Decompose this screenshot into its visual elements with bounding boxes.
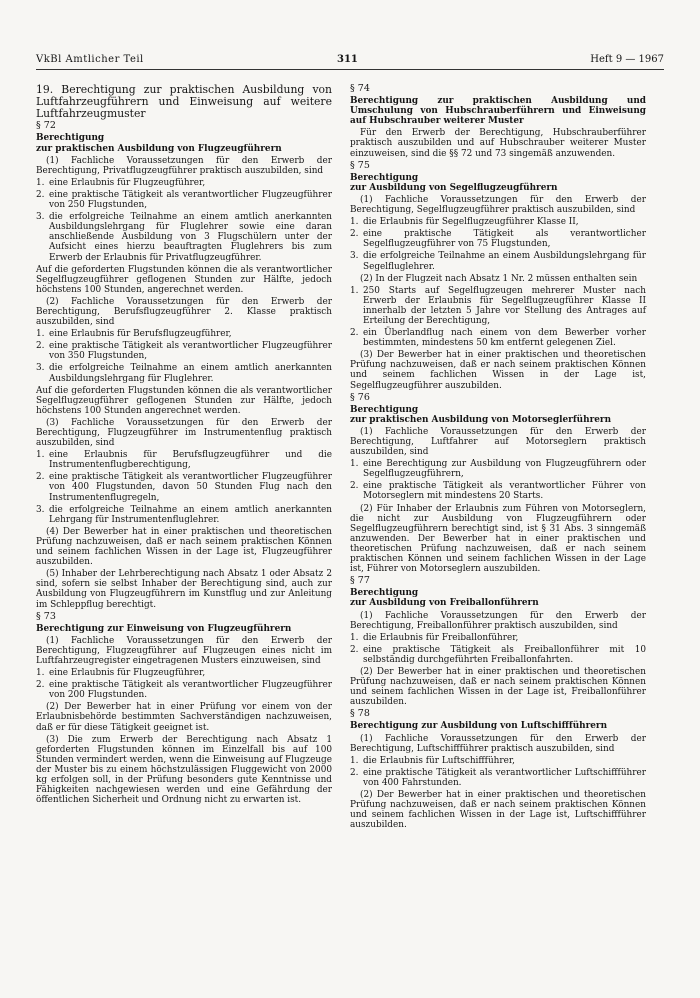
section-74 — [350, 84, 646, 159]
list-text: eine praktische Tätigkeit als Freiballonführer mit 10 selbständig durchgeführten Freiballonfahrten. — [363, 644, 646, 665]
numbered-list — [350, 633, 646, 665]
paragraph: (1) Fachliche Voraussetzungen für den Erwerb der Berechtigung, Freiballonführer praktisch auszubilden, sind — [350, 610, 646, 631]
list-number: 1. — [36, 668, 45, 679]
section-heading-line: Berechtigung — [350, 588, 419, 599]
section-heading-line: zur praktischen Ausbildung von Flugzeugführern — [36, 143, 282, 154]
paragraph: Auf die geforderten Flugstunden können die als verantwortlicher Segelflugzeugführer geflogenen Stunden zur Hälfte, jedoch höchstens 100 Stunden angerechnet werden. — [36, 385, 332, 416]
list-text: eine Erlaubnis für Berufsflugzeugführer und die Instrumentenflugberechtigung, — [49, 450, 332, 471]
section-78 — [350, 709, 646, 830]
paragraph: (2) Fachliche Voraussetzungen für den Erwerb der Berechtigung, Berufsflugzeugführer 2. Klasse praktisch auszubilden, sind — [36, 296, 332, 328]
list-number: 2. — [36, 680, 45, 691]
list-item — [36, 450, 332, 470]
list-item — [350, 645, 646, 665]
paragraph: Auf die geforderten Flugstunden können die als verantwortlicher Segelflugzeugführer geflogenen Stunden zur Hälfte, jedoch höchstens 100 Stunden, angerechnet werden. — [36, 264, 332, 295]
numbered-list — [350, 286, 646, 349]
numbered-list — [36, 450, 332, 525]
list-item — [36, 178, 332, 188]
list-number: 3. — [350, 251, 359, 262]
section-73 — [36, 612, 332, 806]
list-item — [350, 286, 646, 326]
paragraph: (1) Fachliche Voraussetzungen für den Erwerb der Berechtigung, Privatflugzeugführer praktisch auszubilden, sind — [36, 155, 332, 176]
section-72 — [36, 121, 332, 609]
chapter-title: 19. Berechtigung zur praktischen Ausbildung von Luftfahrzeugführern und Einweisung auf weitere Luftfahrzeugmuster — [36, 83, 332, 120]
section-77 — [350, 576, 646, 707]
paragraph: (5) Inhaber der Lehrberechtigung nach Absatz 1 oder Absatz 2 sind, sofern sie selbst Inhaber der Berechtigung sind, auch zur Ausbildung von Flugzeugführern im Kunstflug und zur Anleitung im Schleppflug berechtigt. — [36, 569, 332, 610]
list-number: 3. — [36, 504, 45, 515]
section-heading-line: zur Ausbildung von Freiballonführern — [350, 598, 539, 609]
paragraph: (1) Fachliche Voraussetzungen für den Erwerb der Berechtigung, Segelflugzeugführer praktisch auszubilden, sind — [350, 194, 646, 216]
list-number: 2. — [350, 328, 359, 339]
list-number: 1. — [350, 755, 359, 766]
list-item — [36, 472, 332, 502]
numbered-list — [350, 459, 646, 501]
list-number: 1. — [350, 632, 359, 643]
list-text: die erfolgreiche Teilnahme an einem amtlich anerkannten Ausbildungslehrgang für Fluglehrer sowie eine daran anschließende Ausbildung von 3 Flugschülern unter der Aufsicht eines hierzu beauftragten Fluglehrers bis zum Erwerb der Erlaubnis für Privatflugzeugführer. — [49, 212, 332, 263]
list-item — [36, 668, 332, 678]
list-number: 2. — [350, 644, 359, 655]
left-column — [36, 84, 332, 807]
running-header — [36, 54, 664, 68]
paragraph: (1) Fachliche Voraussetzungen für den Erwerb der Berechtigung, Luftfahrer auf Motorseglern praktisch auszubilden, sind — [350, 426, 646, 458]
list-item — [36, 680, 332, 700]
paragraph: (4) Der Bewerber hat in einer praktischen und theoretischen Prüfung nachzuweisen, daß er nach seinem praktischen Können und seinem fachlichen Wissen in der Lage ist, Flugzeugführer auszubilden. — [36, 526, 332, 568]
list-number: 3. — [36, 363, 45, 374]
list-item — [350, 633, 646, 643]
list-number: 1. — [36, 177, 45, 188]
paragraph: (2) In der Flugzeit nach Absatz 1 Nr. 2 müssen enthalten sein — [360, 273, 638, 284]
section-number: § 75 — [350, 159, 370, 171]
list-number: 2. — [350, 767, 359, 778]
list-text: eine praktische Tätigkeit als verantwortlicher Luftschiffführer von 400 Fahrstunden. — [363, 767, 646, 788]
list-number: 2. — [36, 189, 45, 200]
list-text: eine Erlaubnis für Flugzeugführer, — [49, 668, 206, 679]
numbered-list — [350, 217, 646, 271]
list-item — [350, 459, 646, 479]
list-item — [350, 481, 646, 501]
list-item — [350, 756, 646, 766]
list-item — [36, 190, 332, 210]
section-heading: Berechtigung zur Einweisung von Flugzeugführern — [36, 623, 292, 634]
section-76 — [350, 393, 646, 575]
section-number: § 72 — [36, 120, 56, 132]
section-heading — [350, 173, 646, 193]
list-number: 1. — [350, 217, 359, 228]
list-text: eine Erlaubnis für Flugzeugführer, — [49, 177, 206, 188]
list-number: 3. — [36, 212, 45, 223]
paragraph: (2) Für Inhaber der Erlaubnis zum Führen von Motorseglern, die nicht zur Ausbildung von Flugzeugführern oder Segelflugzeugführern berechtigt sind, ist § 31 Abs. 3 sinngemäß anzuwenden. Der Bewerber hat in einer praktischen und theoretischen Prüfung nachzuweisen, daß er nach seinem praktischen Können und seinem fachlichen Wissen in der Lage ist, Führer von Motorseglern auszubilden. — [350, 503, 646, 575]
page-number: 311 — [337, 54, 358, 65]
list-text: ein Überlandflug nach einem von dem Bewerber vorher bestimmten, mindestens 50 km entfernt gelegenen Ziel. — [363, 328, 646, 349]
section-heading: Berechtigung zur praktischen Ausbildung und Umschulung von Hubschrauberführern und Einweisung auf Hubschrauber weiterer Muster — [350, 96, 646, 127]
list-number: 2. — [350, 229, 359, 240]
list-item — [36, 341, 332, 361]
section-75 — [350, 161, 646, 391]
list-text: eine praktische Tätigkeit als verantwortlicher Flugzeugführer von 350 Flugstunden, — [49, 341, 332, 362]
numbered-list — [36, 329, 332, 383]
paragraph: (2) Der Bewerber hat in einer praktischen und theoretischen Prüfung nachzuweisen, daß er nach seinem praktischen Können und seinem fachlichen Wissen in der Lage ist, Freiballonführer auszubilden. — [350, 666, 646, 708]
list-text: die erfolgreiche Teilnahme an einem amtlich anerkannten Ausbildungslehrgang für Fluglehrer. — [49, 363, 332, 384]
section-number: § 78 — [350, 708, 370, 720]
paragraph: (1) Fachliche Voraussetzungen für den Erwerb der Berechtigung, Flugzeugführer auf Flugzeugen eines nicht im Luftfahrzeugregister eingetragenen Musters einzuweisen, sind — [36, 635, 332, 666]
paragraph: (1) Fachliche Voraussetzungen für den Erwerb der Berechtigung, Luftschiffführer praktisch auszubilden, sind — [350, 733, 646, 754]
list-number: 1. — [36, 329, 45, 340]
paragraph: Für den Erwerb der Berechtigung, Hubschrauberführer praktisch auszubilden und auf Hubschrauber weiterer Muster einzuweisen, sind die §§ 72 und 73 singemäß anzuwenden. — [350, 128, 646, 159]
section-heading-line: zur praktischen Ausbildung von Motorseglerführern — [350, 414, 612, 425]
section-heading — [36, 133, 332, 153]
section-heading-line: Berechtigung — [350, 404, 419, 415]
paragraph: (3) Die zum Erwerb der Berechtigung nach Absatz 1 geforderten Flugstunden können im Einzelfall bis auf 100 Stunden vermindert werden, wenn die Einweisung auf Flugzeuge der Muster bis zu einem höchstzulässigen Fluggewicht von 2000 kg erfolgen soll, in der Prüfung besonders gute Kenntnisse und Fähigkeiten nachgewiesen werden und eine Gefährdung der öffentlichen Sicherheit und Ordnung nicht zu erwarten ist. — [36, 734, 332, 806]
list-text: eine praktische Tätigkeit als verantwortlicher Flugzeugführer von 200 Flugstunden. — [49, 680, 332, 701]
list-number: 1. — [350, 459, 359, 470]
list-item — [36, 363, 332, 383]
list-text: die erfolgreiche Teilnahme an einem Ausbildungslehrgang für Segelfluglehrer. — [363, 251, 646, 272]
section-number: § 74 — [350, 83, 370, 94]
list-text: eine Berechtigung zur Ausbildung von Flugzeugführern oder Segelflugzeugführern, — [363, 459, 646, 480]
section-heading-line: Berechtigung — [350, 172, 419, 183]
section-number: § 76 — [350, 391, 370, 403]
list-text: die erfolgreiche Teilnahme an einem amtlich anerkannten Lehrgang für Instrumentenfluglehrer. — [49, 504, 332, 525]
paragraph: (3) Der Bewerber hat in einer praktischen und theoretischen Prüfung nachzuweisen, daß er nach seinem praktischen Können und seinem fachlichen Wissen in der Lage ist, Segelflugzeugführer auszubilden. — [350, 350, 646, 391]
list-number: 2. — [350, 481, 359, 492]
list-text: eine praktische Tätigkeit als verantwortlicher Segelflugzeugführer von 75 Flugstunden, — [363, 229, 646, 250]
right-column — [350, 84, 646, 832]
issue-label: Heft 9 — 1967 — [590, 54, 664, 65]
numbered-list — [36, 668, 332, 700]
section-heading-line: Berechtigung — [36, 133, 105, 144]
section-heading: Berechtigung zur Ausbildung von Luftschiffführern — [350, 721, 608, 732]
numbered-list — [36, 178, 332, 263]
list-text: eine praktische Tätigkeit als verantwortlicher Führer von Motorseglern mit mindestens 20 Starts. — [363, 481, 646, 502]
numbered-list — [350, 756, 646, 788]
list-text: die Erlaubnis für Freiballonführer, — [363, 632, 519, 643]
list-item — [36, 212, 332, 262]
list-item — [350, 229, 646, 249]
journal-title: VkBl Amtlicher Teil — [36, 54, 144, 65]
list-item — [36, 329, 332, 339]
header-rule — [36, 69, 664, 70]
list-number: 1. — [36, 450, 45, 461]
list-text: eine praktische Tätigkeit als verantwortlicher Flugzeugführer von 400 Flugstunden, davon 50 Stunden Flug nach den Instrumentenflugregeln, — [49, 472, 332, 503]
list-text: eine Erlaubnis für Berufsflugzeugführer, — [49, 329, 232, 340]
section-heading-line: zur Ausbildung von Segelflugzeugführern — [350, 182, 558, 193]
list-text: eine praktische Tätigkeit als verantwortlicher Flugzeugführer von 250 Flugstunden, — [49, 189, 332, 211]
list-item — [350, 328, 646, 348]
list-item — [350, 251, 646, 271]
paragraph: (3) Fachliche Voraussetzungen für den Erwerb der Berechtigung, Flugzeugführer im Instrumentenflug praktisch auszubilden, sind — [36, 417, 332, 449]
list-item — [350, 768, 646, 788]
list-number: 2. — [36, 472, 45, 483]
list-number: 2. — [36, 341, 45, 352]
list-item — [36, 505, 332, 525]
section-number: § 77 — [350, 575, 370, 587]
paragraph: (2) Der Bewerber hat in einer praktischen und theoretischen Prüfung nachzuweisen, daß er nach seinem praktischen Können und seinem fachlichen Wissen in der Lage ist, Luftschiffführer auszubilden. — [350, 790, 646, 831]
list-text: die Erlaubnis für Segelflugzeugführer Klasse II, — [363, 217, 579, 228]
list-text: 250 Starts auf Segelflugzeugen mehrerer Muster nach Erwerb der Erlaubnis für Segelflugzeugführer Klasse II innerhalb der letzten 5 Jahre vor Stellung des Antrages auf Erteilung der Berechtigung, — [363, 285, 646, 326]
list-number: 1. — [350, 285, 359, 296]
section-heading — [350, 588, 646, 608]
section-heading — [350, 405, 646, 425]
list-text: die Erlaubnis für Luftschiffführer, — [363, 755, 515, 766]
list-item — [350, 217, 646, 227]
section-number: § 73 — [36, 610, 56, 622]
paragraph: (2) Der Bewerber hat in einer Prüfung vor einem von der Erlaubnisbehörde bestimmten Sachverständigen nachzuweisen, daß er für diese Tätigkeit geeignet ist. — [36, 702, 332, 733]
